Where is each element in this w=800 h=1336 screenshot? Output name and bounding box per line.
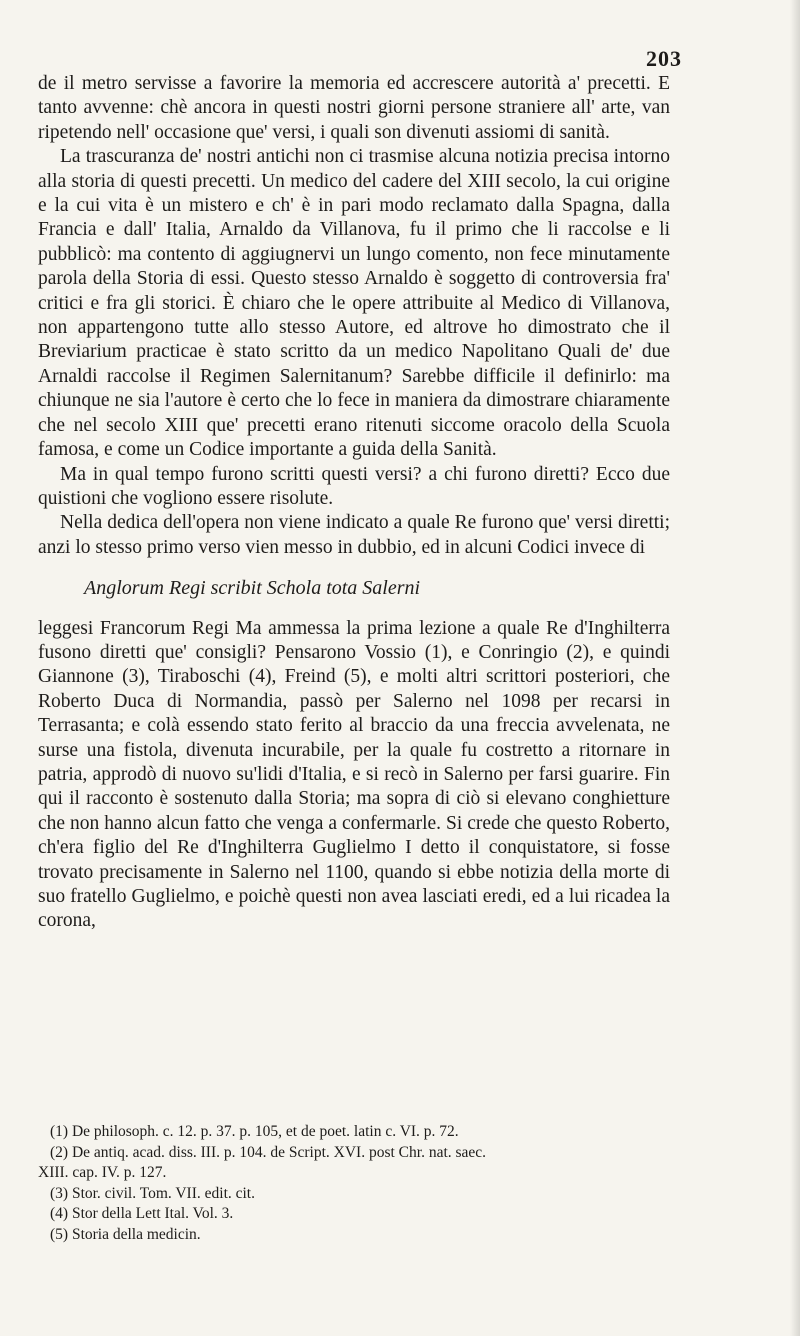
footnote: (5) Storia della medicin. bbox=[50, 1225, 201, 1243]
footnote: (3) Stor. civil. Tom. VII. edit. cit. bbox=[50, 1184, 255, 1202]
page-number: 203 bbox=[646, 46, 682, 71]
paragraph: Nella dedica dell'opera non viene indicato a quale Re furono que' versi diretti; anzi lo stesso primo verso vien messo in dubbio, ed in alcuni Codici invece di bbox=[38, 512, 670, 558]
footnote: (1) De philosoph. c. 12. p. 37. p. 105, et de poet. latin c. VI. p. 72. bbox=[50, 1123, 459, 1140]
paragraph: de il metro servisse a favorire la memoria ed accrescere autorità a' precetti. E tanto avvenne: chè ancora in questi nostri giorni persone straniere all' arte, van ripetendo nell' occasione que' versi, i quali son divenuti assiomi di sanità. bbox=[38, 73, 670, 143]
paragraph: Ma in qual tempo furono scritti questi versi? a chi furono diretti? Ecco due quistioni che vogliono essere risolute. bbox=[38, 463, 670, 509]
paragraph: La trascuranza de' nostri antichi non ci trasmise alcuna notizia precisa intorno alla storia di questi precetti. Un medico del cadere del XIII secolo, la cui origine e la cui vita è un mistero e ch' è in pari modo reclamato dalla Spagna, dalla Francia e dall' Italia, Arnaldo da Villanova, fu il primo che li raccolse e li pubblicò: ma contento di aggiugnervi un lungo comento, non fece minutamente parola della Storia di essi. Questo stesso Arnaldo è soggetto di controversia fra' critici e fra gli storici. È chiaro che le opere attribuite al Medico di Villanova, non appartengono tutte allo stesso Autore, ed altrove ho dimostrato che il Breviarium practicae è stato scritto da un medico Napolitano Quali de' due Arnaldi raccolse il Regimen Salernitanum? Sarebbe difficile il definirlo: ma chiunque ne sia l'autore è certo che lo fece in maniera da dimostrare chiaramente che nel secolo XIII que' precetti erano ritenuti siccome oracolo della Scuola famosa, e come un Codice importante a guida della Sanità. bbox=[38, 146, 670, 461]
footnotes bbox=[38, 1122, 670, 1245]
footnote: (2) De antiq. acad. diss. III. p. 104. de Script. XVI. post Chr. nat. saec. bbox=[50, 1143, 487, 1161]
footnote: (4) Stor della Lett Ital. Vol. 3. bbox=[50, 1205, 234, 1222]
footnote-continuation: XIII. cap. IV. p. 127. bbox=[38, 1164, 167, 1181]
body-text bbox=[38, 72, 670, 934]
quoted-verse: Anglorum Regi scribit Schola tota Salerni bbox=[84, 577, 421, 600]
paragraph: leggesi Francorum Regi Ma ammessa la prima lezione a quale Re d'Inghilterra fusono diretti que' consigli? Pensarono Vossio (1), e Conringio (2), e quindi Giannone (3), Tiraboschi (4), Freind (5), e molti altri scrittori posteriori, che Roberto Duca di Normandia, passò per Salerno nel 1098 per recarsi in Terrasanta; e colà essendo stato ferito al braccio da una freccia avvelenata, ne surse una fistola, divenuta incurabile, per la quale fu costretto a ritornare in patria, approdò di nuovo su'lidi d'Italia, e si recò in Salerno per farsi guarire. Fin qui il racconto è sostenuto dalla Storia; ma sopra di ciò si elevano conghietture che non hanno alcun fatto che venga a confermarle. Si crede che questo Roberto, ch'era figlio del Re d'Inghilterra Guglielmo I detto il conquistatore, si fosse trovato precisamente in Salerno nel 1100, quando si ebbe notizia della morte di suo fratello Guglielmo, e poichè questi non avea lasciati eredi, ed a lui ricadea la corona, bbox=[38, 617, 670, 932]
